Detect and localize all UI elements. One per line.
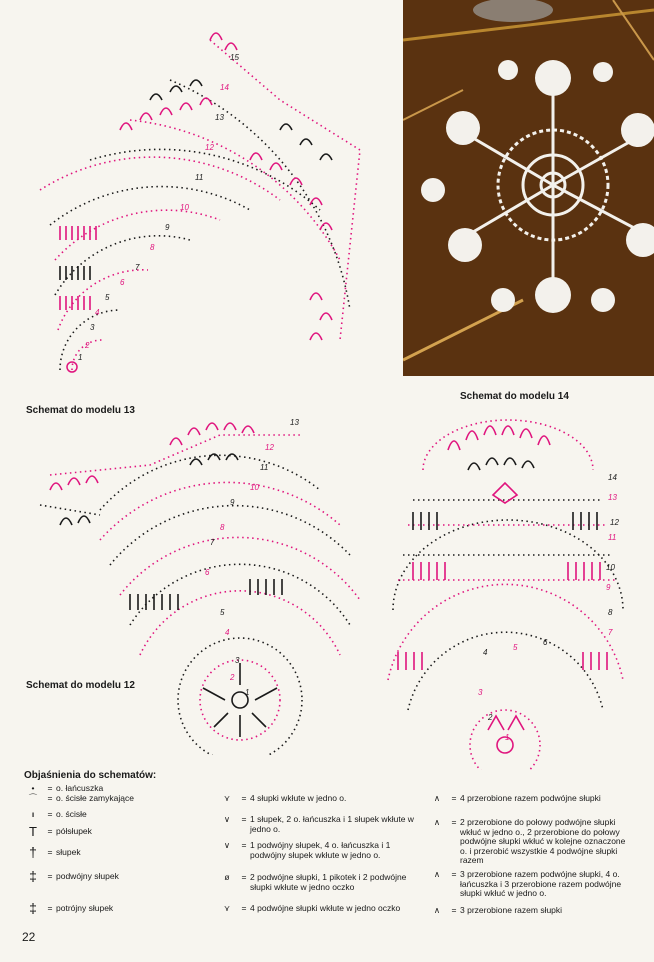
legend-text: 1 podwójny słupek, 4 o. łańcuszka i 1 podwójny słupek wkłute w jedno o. [250, 840, 391, 860]
legend-item: ‡ = podwójny słupek [22, 872, 202, 882]
round-number: 3 [90, 323, 95, 332]
v-double-icon: ∨ [223, 840, 231, 850]
round-number: 8 [150, 243, 155, 252]
legend-title: Objaśnienia do schematów: [24, 770, 157, 781]
round-number: 5 [105, 293, 110, 302]
round-number: 10 [250, 483, 259, 492]
single-crochet-stitch-icon: † [29, 844, 37, 860]
diagram-model-12 [20, 395, 370, 755]
legend-text: o. ścisłe [56, 809, 87, 819]
diagram-model-14 [368, 410, 648, 770]
round-number: 11 [260, 463, 269, 472]
legend-item: T = półsłupek [22, 827, 202, 837]
round-number: 13 [290, 418, 299, 427]
t-icon: T [29, 824, 37, 839]
caption-model-14: Schemat do modelu 14 [460, 391, 569, 402]
round-number: 11 [195, 173, 204, 182]
legend-text: 1 słupek, 2 o. łańcuszka i 1 słupek wkłute w jedno o. [250, 814, 414, 834]
round-number: 7 [210, 538, 215, 547]
legend-item: ø = 2 podwójne słupki, 1 pikotek i 2 podwójne słupki wkłute w jedno oczko [216, 873, 416, 892]
doily-photo [403, 0, 654, 376]
legend-item: ⋎ = 4 słupki wkłute w jedno o. [216, 794, 416, 804]
round-number: 4 [225, 628, 230, 637]
round-number: 12 [610, 518, 619, 527]
round-number: 3 [478, 688, 483, 697]
legend-text: 2 przerobione do połowy podwójne słupki wkłuć w jedno o., 2 przerobione do połowy podwójne słupki wkłuć w kolejne oznaczone o. i przerobić wszystkie 4 podwójne słupki razem [460, 817, 626, 865]
round-number: 4 [483, 648, 488, 657]
page-number: 22 [22, 930, 36, 944]
round-number: 9 [230, 498, 235, 507]
legend-text: o. łańcuszka [56, 783, 104, 793]
round-number: 6 [543, 638, 548, 647]
caption-model-12: Schemat do modelu 12 [26, 680, 135, 691]
round-number: 14 [608, 473, 617, 482]
legend-text: o. ścisłe zamykające [56, 793, 134, 803]
legend-item: ∨ = 1 podwójny słupek, 4 o. łańcuszka i 1 podwójny słupek wkłute w jedno o. [216, 841, 416, 860]
triple-cluster-icon: ∧ [433, 869, 441, 879]
legend-item: ı = o. ścisłe [22, 810, 202, 820]
round-number: 5 [513, 643, 518, 652]
doily-image [403, 0, 654, 376]
round-number: 7 [135, 263, 140, 272]
arc-icon: ⌒ [28, 793, 38, 803]
caption-model-13: Schemat do modelu 13 [26, 405, 135, 416]
round-number: 15 [230, 53, 239, 62]
round-number: 10 [180, 203, 189, 212]
round-number: 12 [205, 143, 214, 152]
legend-text: podwójny słupek [56, 871, 119, 881]
round-number: 14 [220, 83, 229, 92]
legend-text: 2 podwójne słupki, 1 pikotek i 2 podwójne słupki wkłute w jedno oczko [250, 872, 407, 892]
round-number: 2 [488, 713, 493, 722]
round-number: 6 [205, 568, 210, 577]
legend-text: 4 słupki wkłute w jedno o. [250, 793, 347, 803]
round-number: 6 [120, 278, 125, 287]
round-number: 12 [265, 443, 274, 452]
legend-item: ∧ = 4 przerobione razem podwójne słupki [426, 794, 626, 804]
round-number: 8 [608, 608, 613, 617]
legend-item: ‡ = potrójny słupek [22, 904, 202, 914]
legend-text: 3 przerobione razem podwójne słupki, 4 o. łańcuszka i 3 przerobione razem podwójne słupki wkłuć w jedno o. [460, 869, 622, 898]
legend-item: ⌒ = o. ścisłe zamykające [22, 794, 202, 804]
round-number: 9 [165, 223, 170, 232]
legend-item: • = o. łańcuszka [22, 784, 202, 794]
legend-item: ∧ = 3 przerobione razem słupki [426, 906, 626, 916]
round-number: 8 [220, 523, 225, 532]
picot-icon: ø [224, 872, 230, 882]
v-chain-icon: ∨ [223, 814, 231, 824]
round-number: 2 [85, 341, 90, 350]
legend-text: 4 przerobione razem podwójne słupki [460, 793, 601, 803]
diagram-model-13 [20, 10, 380, 380]
stroke-icon: ı [31, 809, 35, 819]
round-number: 4 [95, 308, 100, 317]
round-number: 1 [505, 733, 510, 742]
legend-text: 3 przerobione razem słupki [460, 905, 563, 915]
legend-text: półsłupek [56, 826, 92, 836]
round-number: 13 [215, 113, 224, 122]
round-number: 10 [606, 563, 615, 572]
legend-item: ∧ = 2 przerobione do połowy podwójne słupki wkłuć w jedno o., 2 przerobione do połowy podwójne słupki wkłuć w kolejne oznaczone o. i przerobić wszystkie 4 podwójne słupki razem [426, 818, 626, 866]
round-number: 9 [606, 583, 611, 592]
fan4-icon: ⋎ [223, 793, 231, 803]
legend-item: ⋎ = 4 podwójne słupki wkłute w jedno oczko [216, 904, 416, 914]
round-number: 11 [608, 533, 617, 542]
double-cluster-icon: ∧ [433, 817, 441, 827]
round-number: 1 [78, 353, 83, 362]
round-number: 13 [608, 493, 617, 502]
legend-text: słupek [56, 847, 81, 857]
legend-text: potrójny słupek [56, 903, 114, 913]
cluster3-icon: ∧ [433, 905, 441, 915]
round-number: 7 [608, 628, 613, 637]
dot-icon: • [31, 783, 35, 793]
double-stitch-icon: ‡ [29, 868, 37, 884]
round-number: 5 [220, 608, 225, 617]
round-number: 1 [245, 688, 250, 697]
legend-text: 4 podwójne słupki wkłute w jedno oczko [250, 903, 401, 913]
round-number: 3 [235, 656, 240, 665]
triple-stitch-icon: ‡ [29, 900, 37, 916]
legend-item: ∧ = 3 przerobione razem podwójne słupki, 4 o. łańcuszka i 3 przerobione razem podwójne słupki wkłuć w jedno o. [426, 870, 626, 899]
cluster4-icon: ∧ [433, 793, 441, 803]
legend-item: ∨ = 1 słupek, 2 o. łańcuszka i 1 słupek wkłute w jedno o. [216, 815, 416, 834]
fan4-double-icon: ⋎ [223, 903, 231, 913]
round-number: 2 [230, 673, 235, 682]
legend-item: † = słupek [22, 848, 202, 858]
